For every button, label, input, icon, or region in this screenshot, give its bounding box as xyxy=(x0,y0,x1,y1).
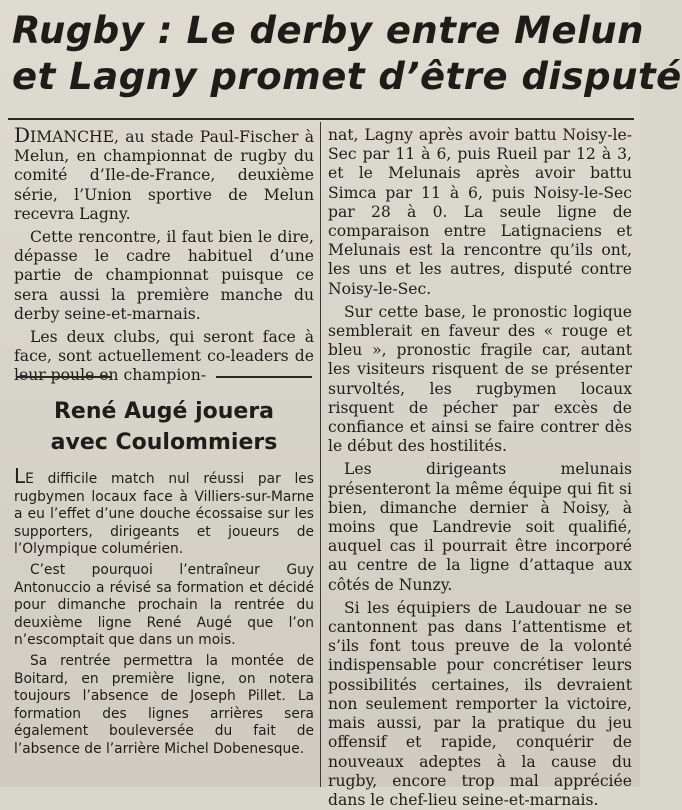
article-paragraph-2: Cette rencontre, il faut bien le dire, dépasse le cadre habituel d’une partie de championnat puisque ce sera aussi la première manche du derby seine-et-marnais. xyxy=(14,228,314,323)
drop-cap: D xyxy=(14,123,31,147)
separator-rule-right xyxy=(216,376,312,378)
article-paragraph-6: Les dirigeants melunais présenteront la même équipe qui fit si bien, dimanche dernier à Noisy, à moins que Landrevie soit qualifié, auquel cas il pourrait être incorporé au centre de la ligne d’attaque aux côtés de Nunzy. xyxy=(328,460,632,594)
sub-article-headline xyxy=(14,396,314,458)
sub-article-paragraph-2: C’est pourquoi l’entraîneur Guy Antonuccio a révisé sa formation et décidé pour dimanche prochain la rentrée du deuxième ligne René Augé que l’on n’escomptait que dans un mois. xyxy=(14,561,314,649)
sub-headline-line-2: avec Coulommiers xyxy=(50,430,278,455)
article-paragraph-3: Les deux clubs, qui seront face à face, sont actuellement co-leaders de leur poule en champion- xyxy=(14,328,314,385)
sub-article-paragraph-3: Sa rentrée permettra la montée de Boitard, en première ligne, on notera toujours l’absence de Joseph Pillet. La formation des lignes arrières sera également bouleversée du fait de l’absence de l’arrière Michel Dobenesque. xyxy=(14,652,314,757)
headline-line-1: Rugby : Le derby entre Melun xyxy=(12,9,644,52)
sub-article-paragraph-1-text: E difficile match nul réussi par les rugbymen locaux face à Villiers-sur-Marne a eu l’effet d’une douche écossaise sur les supporters, dirigeants et joueurs de l’Olympique columérien. xyxy=(14,471,314,558)
headline-rule xyxy=(8,118,634,120)
sub-headline-line-1: René Augé jouera xyxy=(53,399,275,424)
column-divider xyxy=(320,122,321,787)
separator-rule-left xyxy=(16,376,112,378)
section-separator xyxy=(14,376,314,380)
sub-article-body xyxy=(14,464,314,787)
article-paragraph-1-text: IMANCHE, au stade Paul-Fischer à Melun, en championnat de rugby du comité d’Ile-de-France, deuxième série, l’Union sportive de Melun recevra Lagny. xyxy=(14,128,314,223)
article-right-column xyxy=(328,126,632,809)
article-paragraph-7: Si les équipiers de Laudouar ne se cantonnent pas dans l’attentisme et s’ils font tous preuve de la volonté indispensable pour concrétiser leurs possibilités certaines, ils devraient non seulement remporter la victoire, mais aussi, par la pratique du jeu offensif et rapide, conquérir de nouveaux adeptes à la cause du rugby, encore trop mal appréciée dans le chef-lieu seine-et-marnais. xyxy=(328,598,632,809)
article-left-column xyxy=(14,123,314,385)
article-paragraph-4: nat, Lagny après avoir battu Noisy-le-Sec par 11 à 6, puis Rueil par 12 à 3, et le Melunais après avoir battu Simca par 11 à 6, puis Noisy-le-Sec par 28 à 0. La seule ligne de comparaison entre Latignaciens et Melunais est la rencontre qu’ils ont, les uns et les autres, disputé contre Noisy-le-Sec. xyxy=(328,126,632,298)
article-paragraph-5: Sur cette base, le pronostic logique semblerait en faveur des « rouge et bleu », pronostic fragile car, autant les visiteurs risquent de se présenter survoltés, les rugbymen locaux risquent de pécher par excès de confiance et ainsi se faire contrer dès le début des hostilités. xyxy=(328,302,632,456)
article-headline xyxy=(12,8,682,100)
article-paragraph-1 xyxy=(14,123,314,224)
headline-line-2: et Lagny promet d’être disputé xyxy=(12,55,682,98)
sub-drop-cap: L xyxy=(14,464,26,488)
sub-article-paragraph-1 xyxy=(14,464,314,559)
